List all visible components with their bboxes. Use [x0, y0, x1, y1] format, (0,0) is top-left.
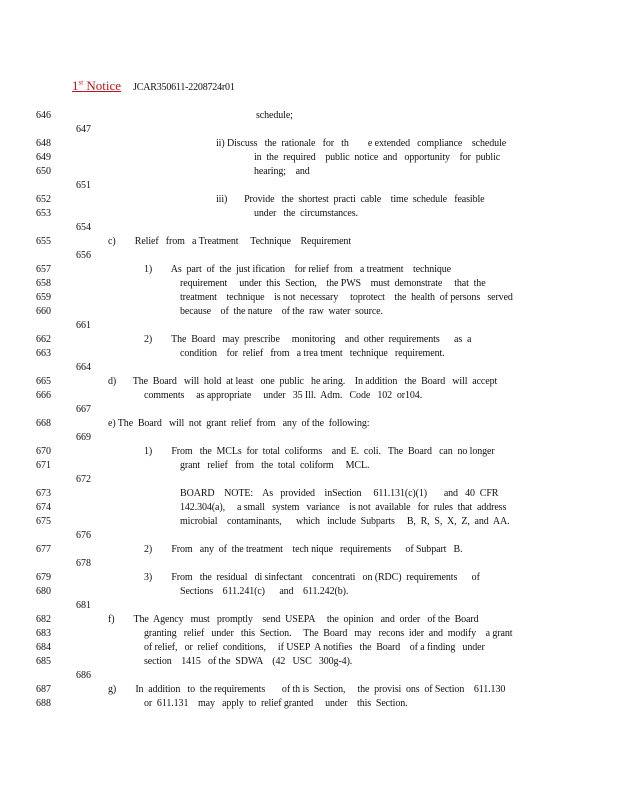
- line-number: 659: [36, 292, 51, 303]
- line-text: ii) Discuss the rationale for th e extended compliance schedule: [216, 138, 507, 149]
- line-number: 650: [36, 166, 51, 177]
- line-text: Sections 611.241(c) and 611.242(b).: [180, 586, 349, 597]
- line-text: or 611.131 may apply to relief granted under this Section.: [144, 698, 408, 709]
- line-text: 2) The Board may prescribe monitoring and other requirements as a: [144, 334, 472, 345]
- line-number: 653: [36, 208, 51, 219]
- line-text: BOARD NOTE: As provided inSection 611.131(c)(1) and 40 CFR: [180, 488, 499, 499]
- line-number: 684: [36, 642, 51, 653]
- line-number: 662: [36, 334, 51, 345]
- line-number: 658: [36, 278, 51, 289]
- line-text: grant relief from the total coliform MCL.: [180, 460, 370, 471]
- line-number: 686: [76, 670, 91, 681]
- line-number: 667: [76, 404, 91, 415]
- line-number: 647: [76, 124, 91, 135]
- line-number: 661: [76, 320, 91, 331]
- line-text: 1) From the MCLs for total coliforms and E. coli. The Board can no longer: [144, 446, 495, 457]
- line-text: d) The Board will hold at least one public he aring. In addition the Board will accept: [108, 376, 498, 387]
- line-number: 656: [76, 250, 91, 261]
- line-text: section 1415 of the SDWA (42 USC 300g-4).: [144, 656, 353, 667]
- line-number: 664: [76, 362, 91, 373]
- page-header: [72, 78, 235, 94]
- line-number: 674: [36, 502, 51, 513]
- line-text: g) In addition to the requirements of th is Section, the provisi ons of Section 611.130: [108, 684, 506, 695]
- line-number: 683: [36, 628, 51, 639]
- notice-label: 1st Notice: [72, 78, 122, 93]
- line-number: 669: [76, 432, 91, 443]
- line-text: iii) Provide the shortest practi cable time schedule feasible: [216, 194, 485, 205]
- line-number: 660: [36, 306, 51, 317]
- line-number: 652: [36, 194, 51, 205]
- line-text: hearing; and: [254, 166, 310, 177]
- line-number: 649: [36, 152, 51, 163]
- line-text: under the circumstances.: [254, 208, 358, 219]
- line-text: 3) From the residual di sinfectant concentrati on (RDC) requirements of: [144, 572, 480, 583]
- line-number: 670: [36, 446, 51, 457]
- line-number: 687: [36, 684, 51, 695]
- line-number: 672: [76, 474, 91, 485]
- line-number: 666: [36, 390, 51, 401]
- line-number: 676: [76, 530, 91, 541]
- line-number: 673: [36, 488, 51, 499]
- line-text: treatment technique is not necessary toprotect the health of persons served: [180, 292, 513, 303]
- line-text: because of the nature of the raw water source.: [180, 306, 383, 317]
- line-text: granting relief under this Section. The Board may recons ider and modify a grant: [144, 628, 513, 639]
- line-number: 679: [36, 572, 51, 583]
- line-number: 688: [36, 698, 51, 709]
- line-text: condition for relief from a trea tment technique requirement.: [180, 348, 445, 359]
- line-number: 678: [76, 558, 91, 569]
- line-number: 677: [36, 544, 51, 555]
- line-number: 685: [36, 656, 51, 667]
- line-number: 655: [36, 236, 51, 247]
- line-number: 663: [36, 348, 51, 359]
- document-id: JCAR350611-2208724r01: [133, 82, 235, 93]
- line-text: requirement under this Section, the PWS must demonstrate that the: [180, 278, 486, 289]
- line-number: 681: [76, 600, 91, 611]
- line-number: 675: [36, 516, 51, 527]
- line-text: in the required public notice and opportunity for public: [254, 152, 501, 163]
- line-text: 2) From any of the treatment tech nique requirements of Subpart B.: [144, 544, 463, 555]
- line-text: f) The Agency must promptly send USEPA the opinion and order of the Board: [108, 614, 479, 625]
- line-number: 646: [36, 110, 51, 121]
- line-text: of relief, or relief conditions, if USEP A notifies the Board of a finding under: [144, 642, 485, 653]
- line-text: c) Relief from a Treatment Technique Requirement: [108, 236, 352, 247]
- line-number: 668: [36, 418, 51, 429]
- line-number: 657: [36, 264, 51, 275]
- line-number: 651: [76, 180, 91, 191]
- line-text: 142.304(a), a small system variance is not available for rules that address: [180, 502, 507, 513]
- line-text: schedule;: [256, 110, 293, 121]
- line-text: 1) As part of the just ification for relief from a treatment technique: [144, 264, 452, 275]
- line-number: 680: [36, 586, 51, 597]
- line-number: 665: [36, 376, 51, 387]
- line-number: 671: [36, 460, 51, 471]
- line-number: 654: [76, 222, 91, 233]
- line-number: 648: [36, 138, 51, 149]
- line-text: microbial contaminants, which include Subparts B, R, S, X, Z, and AA.: [180, 516, 510, 527]
- line-number: 682: [36, 614, 51, 625]
- line-text: comments as appropriate under 35 Ill. Adm. Code 102 or104.: [144, 390, 423, 401]
- line-text: e) The Board will not grant relief from any of the following:: [108, 418, 370, 429]
